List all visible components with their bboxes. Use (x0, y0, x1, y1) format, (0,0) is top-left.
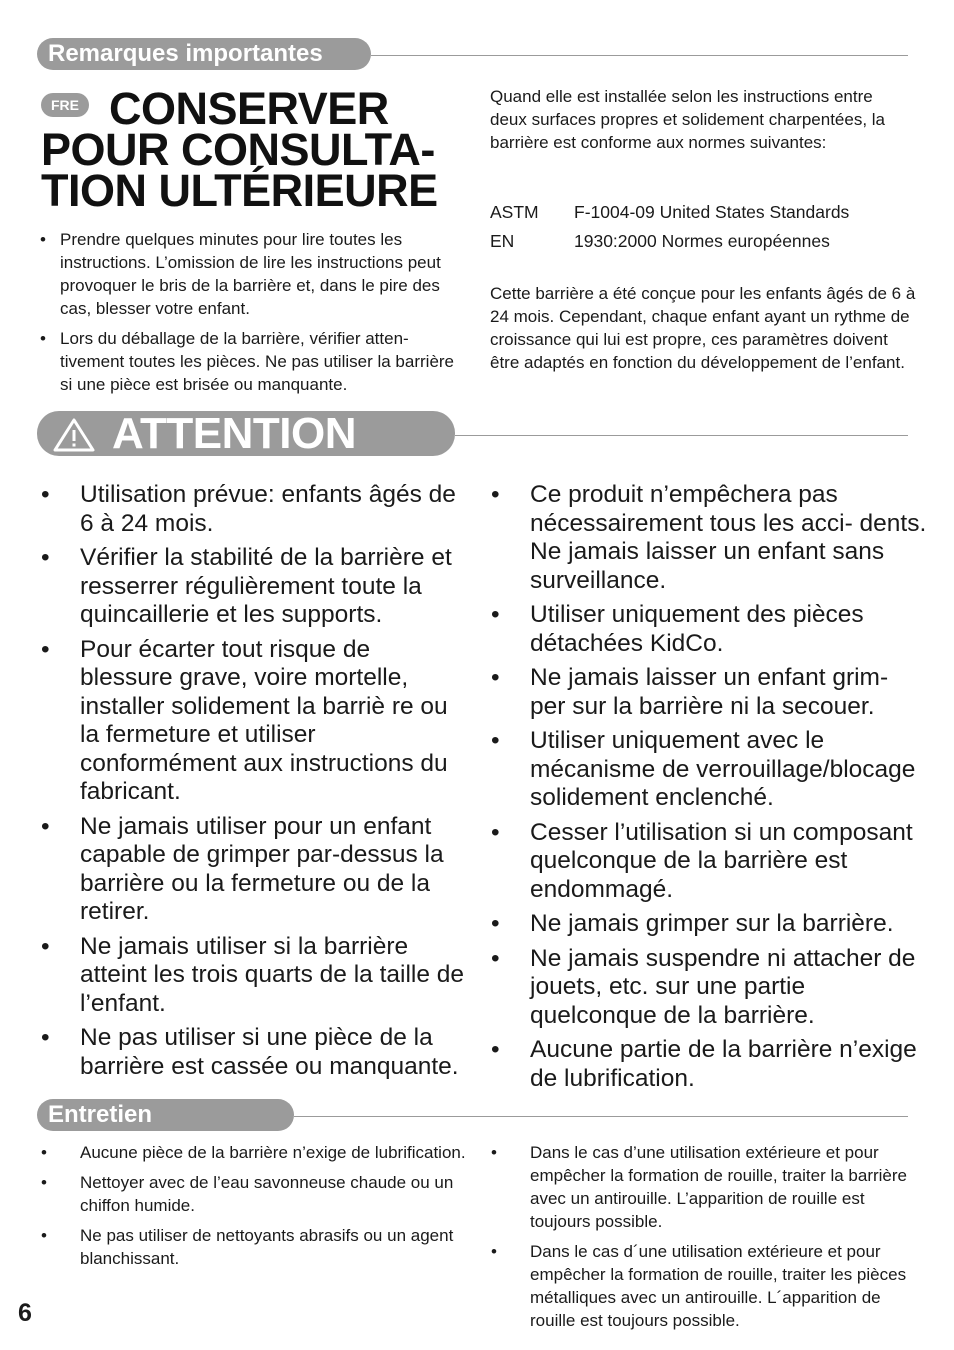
list-item: • Nettoyer avec de l’eau savonneuse chaude ou un chiffon humide. (38, 1171, 468, 1217)
list-item: • Ce produit n’empêchera pas nécessairement tous les acci- dents. Ne jamais laisser un enfant sans surveillance. (488, 481, 928, 595)
section-title: Entretien (48, 1101, 153, 1128)
list-item: • Ne jamais utiliser pour un enfant capable de grimper par-dessus la barrière ou la fermeture ou de la retirer. (38, 813, 468, 927)
warnings-list-right (488, 481, 928, 1099)
language-badge: FRE (41, 93, 89, 117)
list-item: • Vérifier la stabilité de la barrière et resserrer régulièrement toute la quincaillerie et les supports. (38, 544, 468, 630)
standards-intro: Quand elle est installée selon les instructions entre deux surfaces propres et solidement charpentées, la barrière est conforme aux normes suivantes: (490, 87, 886, 152)
list-item: • Dans le cas d’une utilisation extérieure et pour empêcher la formation de rouille, traiter la barrière avec un antirouille. L’apparition de rouille est toujours possible. (488, 1141, 918, 1233)
section-divider (455, 435, 908, 436)
list-item: • Ne jamais suspendre ni attacher de jouets, etc. sur une partie quelconque de la barrière. (488, 945, 928, 1031)
section-title: ATTENTION (112, 409, 356, 458)
list-item: • Ne pas utiliser de nettoyants abrasifs ou un agent blanchissant. (38, 1224, 468, 1270)
list-item: • Pour écarter tout risque de blessure grave, voire mortelle, installer solidement la barriè re ou la fermeture et utiliser conformément aux instructions du fabricant. (38, 636, 468, 807)
list-item: • Lors du déballage de la barrière, vérifier atten- tivement toutes les pièces. Ne pas utiliser la barrière si une pièce est brisée ou manquante. (40, 327, 470, 396)
list-item: • Ne jamais grimper sur la barrière. (488, 910, 928, 939)
section-header-entretien (37, 1099, 294, 1131)
age-note: Cette barrière a été conçue pour les enfants âgés de 6 à 24 mois. Cependant, chaque enfant ayant un rythme de croissance qui lui est propre, ces paramètres doivent être adaptés en fonction du développement de l’enfant. (490, 284, 916, 372)
warnings-list-left (38, 481, 468, 1087)
page-number: 6 (18, 1299, 32, 1327)
section-header-remarques (37, 38, 371, 70)
standard-code: EN (490, 231, 515, 251)
list-item: • Cesser l’utilisation si un composant quelconque de la barrière est endommagé. (488, 819, 928, 905)
section-divider (294, 1116, 908, 1117)
list-item: • Aucune partie de la barrière n’exige de lubrification. (488, 1036, 928, 1093)
list-item: • Utiliser uniquement des pièces détachées KidCo. (488, 601, 928, 658)
page-title (41, 83, 481, 216)
warning-triangle-icon (52, 417, 96, 458)
list-item: • Dans le cas d´une utilisation extérieure et pour empêcher la formation de rouille, traiter les pièces métalliques avec un antirouille. L´apparition de rouille est toujours possible. (488, 1240, 918, 1332)
list-item: • Ne pas utiliser si une pièce de la barrière est cassée ou manquante. (38, 1024, 468, 1081)
list-item: • Utiliser uniquement avec le mécanisme de verrouillage/blocage solidement enclenché. (488, 727, 928, 813)
standard-code: ASTM (490, 202, 539, 222)
list-item: • Prendre quelques minutes pour lire toutes les instructions. L’omission de lire les instructions peut provoquer le bris de la barrière et, dans le pire des cas, blesser votre enfant. (40, 228, 470, 320)
section-divider (371, 55, 908, 56)
list-item: • Ne jamais utiliser si la barrière atteint les trois quarts de la taille de l’enfant. (38, 933, 468, 1019)
standard-desc: 1930:2000 Normes européennes (574, 231, 830, 251)
standard-desc: F-1004-09 United States Standards (574, 202, 850, 222)
maintenance-list-right (488, 1141, 918, 1339)
section-header-attention (37, 411, 455, 456)
standard-row (490, 201, 910, 224)
title-line-1: CONSERVER (109, 83, 389, 134)
section-title: Remarques importantes (48, 40, 323, 67)
list-item: • Aucune pièce de la barrière n’exige de lubrification. (38, 1141, 468, 1164)
intro-list (40, 228, 470, 403)
maintenance-list-left (38, 1141, 468, 1277)
title-line-3: TION ULTÉRIEURE (41, 165, 438, 216)
standard-row (490, 230, 910, 253)
list-item: • Utilisation prévue: enfants âgés de 6 à 24 mois. (38, 481, 468, 538)
title-line-2: POUR CONSULTA- (41, 124, 435, 175)
list-item: • Ne jamais laisser un enfant grim- per sur la barrière ni la secouer. (488, 664, 928, 721)
